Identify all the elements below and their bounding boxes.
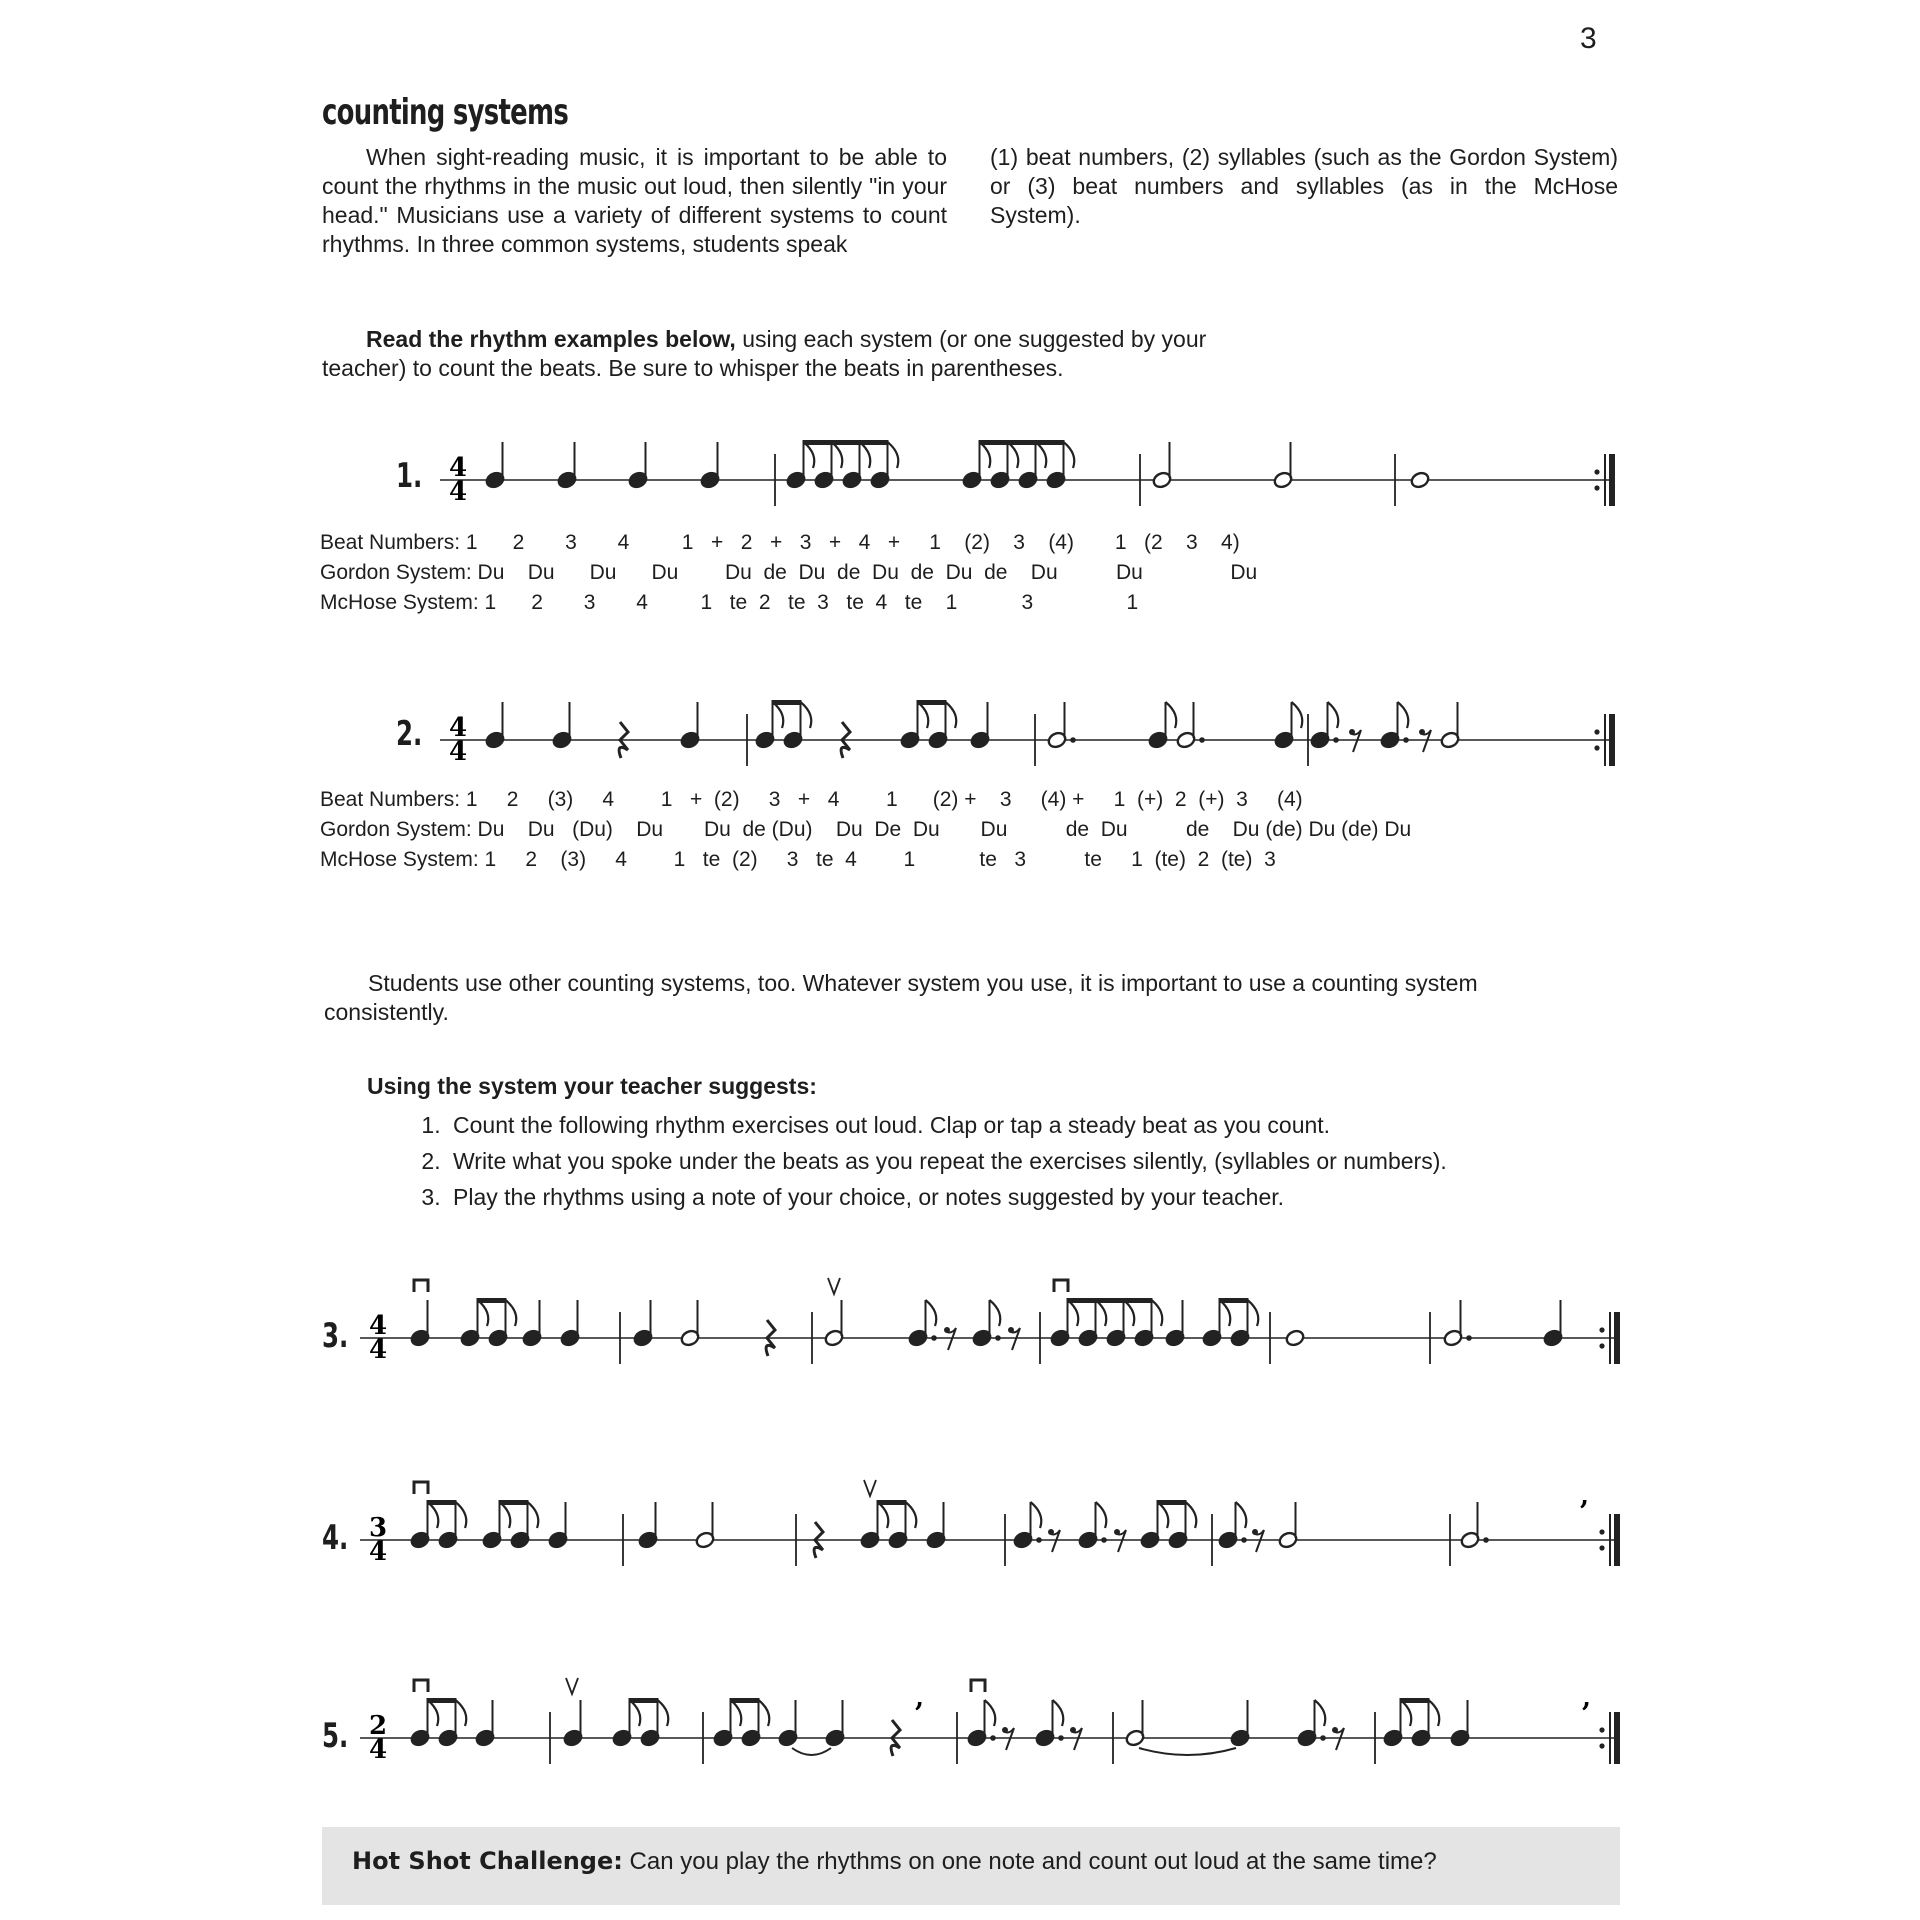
beam [427, 1500, 457, 1505]
intro-paragraph-left [322, 143, 947, 259]
example-5-number: 5. [322, 1716, 349, 1756]
intro-left-text: When sight-reading music, it is important to be able to count the rhythms in the music out loud, then silently "in your head." Musicians use a variety of different systems to count rhythms. In three common systems, students speak [322, 144, 947, 257]
dot [1483, 1537, 1489, 1543]
repeat-dot [1599, 1343, 1604, 1348]
whole-note [1410, 471, 1431, 490]
dot [1466, 1335, 1472, 1341]
eighth-flag [801, 702, 812, 728]
eighth-flag [1186, 1502, 1197, 1528]
step-item: 2. Write what you spoke under the beats as you repeat the exercises silently, (syllables or numbers). [447, 1143, 1567, 1179]
dot [1036, 1537, 1042, 1543]
rhythm-staff-2 [440, 690, 1630, 780]
repeat-dot [1599, 1529, 1604, 1534]
down-bow-mark [414, 1482, 428, 1494]
eighth-flag [1236, 1502, 1247, 1528]
eighth-flag [759, 1700, 770, 1726]
hot-shot-label: Hot Shot Challenge: [352, 1847, 623, 1875]
dot [1070, 737, 1076, 743]
down-bow-mark [971, 1680, 985, 1692]
dot [1333, 737, 1339, 743]
count-table-2 [320, 785, 1411, 875]
hot-shot-text: Can you play the rhythms on one note and count out loud at the same time? [629, 1848, 1437, 1875]
eighth-flag [980, 442, 991, 468]
repeat-dot [1599, 1727, 1604, 1732]
dot [990, 1735, 996, 1741]
eighth-flag [506, 1300, 517, 1326]
steps-list [367, 1107, 1567, 1215]
eighth-flag [1036, 442, 1047, 468]
eighth-flag [1064, 442, 1075, 468]
intro-paragraph-right: (1) beat numbers, (2) syllables (such as the Gordon System) or (3) beat numbers and syllables (as in the McHose System). [990, 144, 1618, 228]
beam [877, 1500, 907, 1505]
eighth-flag [1096, 1300, 1107, 1326]
eighth-flag [926, 1300, 937, 1326]
time-signature-bottom: 4 [368, 1735, 388, 1765]
eighth-flag [1166, 702, 1177, 728]
breath-mark: , [1580, 1481, 1590, 1511]
eighth-flag [1053, 1700, 1064, 1726]
beam [772, 700, 802, 705]
eighth-flag [985, 1700, 996, 1726]
beam [477, 1298, 507, 1303]
dot [1199, 737, 1205, 743]
instruction-bold: Read the rhythm examples below, [366, 326, 736, 352]
dot [931, 1335, 937, 1341]
breath-mark: , [1582, 1683, 1592, 1713]
beam [1400, 1698, 1430, 1703]
section-title: counting systems [322, 92, 569, 133]
example-4-number: 4. [322, 1518, 349, 1558]
eighth-flag [918, 702, 929, 728]
count-table-1 [320, 528, 1257, 618]
eighth-flag [1158, 1502, 1169, 1528]
dot [1101, 1537, 1107, 1543]
rhythm-staff-4 [360, 1472, 1630, 1582]
beam [917, 700, 947, 705]
eighth-flag [804, 442, 815, 468]
repeat-dot [1594, 485, 1599, 490]
eighth-flag [731, 1700, 742, 1726]
up-bow-mark [864, 1480, 876, 1496]
repeat-dot [1594, 469, 1599, 474]
tie [1139, 1748, 1236, 1755]
beam [629, 1698, 659, 1703]
eighth-flag [478, 1300, 489, 1326]
step-item: 3. Play the rhythms using a note of your choice, or notes suggested by your teacher. [447, 1179, 1567, 1215]
using-system-block [367, 1072, 1567, 1215]
rhythm-staff-5 [360, 1670, 1630, 1780]
beat-numbers-row-2: Beat Numbers: 1 2 (3) 4 1 + (2) 3 + 4 1 (2) + 3 (4) + 1 (+) 2 (+) 3 (4) [320, 788, 1303, 811]
using-heading: Using the system your teacher suggests: [367, 1073, 817, 1099]
down-bow-mark [414, 1680, 428, 1692]
up-bow-mark [566, 1678, 578, 1694]
eighth-flag [990, 1300, 1001, 1326]
beam [1219, 1298, 1249, 1303]
dot [1403, 737, 1409, 743]
time-signature-bottom: 4 [368, 1335, 388, 1365]
eighth-flag [456, 1502, 467, 1528]
example-3-number: 3. [322, 1316, 349, 1356]
time-signature-top: 4 [448, 713, 468, 743]
eighth-flag [1008, 442, 1019, 468]
eighth-flag [1315, 1700, 1326, 1726]
beam [730, 1698, 760, 1703]
up-bow-mark [828, 1278, 840, 1294]
eighth-flag [773, 702, 784, 728]
gordon-system-row-2: Gordon System: Du Du (Du) Du Du de (Du) Du De Du Du de Du de Du (de) Du (de) Du [320, 818, 1412, 841]
eighth-flag [888, 442, 899, 468]
step-item: 1. Count the following rhythm exercises out loud. Clap or tap a steady beat as you count. [447, 1107, 1567, 1143]
beat-numbers-row-1: Beat Numbers: 1 2 3 4 1 + 2 + 3 + 4 + 1 (2) 3 (4) 1 (2 3 4) [320, 531, 1240, 554]
instruction-rest: using each system (or one suggested by your teacher) to count the beats. Be sure to whisper the beats in parentheses. [322, 326, 1207, 381]
eighth-flag [1292, 702, 1303, 728]
eighth-flag [1031, 1502, 1042, 1528]
dot [1058, 1735, 1064, 1741]
consistency-text: Students use other counting systems, too. Whatever system you use, it is important to use a counting system consistently. [324, 970, 1478, 1025]
dot [995, 1335, 1001, 1341]
time-signature-top: 2 [368, 1711, 388, 1741]
hot-shot-challenge-box [322, 1827, 1620, 1905]
eighth-flag [906, 1502, 917, 1528]
time-signature-top: 4 [368, 1311, 388, 1341]
time-signature-bottom: 4 [448, 737, 468, 767]
beam [803, 440, 889, 445]
beam [427, 1698, 457, 1703]
eighth-flag [1398, 702, 1409, 728]
eighth-flag [878, 1502, 889, 1528]
dot [1241, 1537, 1247, 1543]
consistency-paragraph [324, 969, 1524, 1027]
eighth-flag [832, 442, 843, 468]
repeat-dot [1599, 1545, 1604, 1550]
eighth-flag [1124, 1300, 1135, 1326]
repeat-dot [1594, 745, 1599, 750]
eighth-flag [1328, 702, 1339, 728]
mchose-system-row-2: McHose System: 1 2 (3) 4 1 te (2) 3 te 4 1 te 3 te 1 (te) 2 (te) 3 [320, 848, 1276, 871]
tie [792, 1748, 831, 1755]
repeat-dot [1599, 1743, 1604, 1748]
eighth-flag [1248, 1300, 1259, 1326]
eighth-flag [1401, 1700, 1412, 1726]
whole-note [1285, 1329, 1306, 1348]
instruction-paragraph [322, 325, 1222, 383]
eighth-flag [630, 1700, 641, 1726]
rhythm-staff-1 [440, 430, 1630, 520]
beam [1157, 1500, 1187, 1505]
eighth-flag [1220, 1300, 1231, 1326]
eighth-flag [946, 702, 957, 728]
eighth-flag [500, 1502, 511, 1528]
eighth-flag [456, 1700, 467, 1726]
eighth-flag [1068, 1300, 1079, 1326]
repeat-dot [1599, 1327, 1604, 1332]
eighth-flag [428, 1700, 439, 1726]
beam [499, 1500, 529, 1505]
example-2-number: 2. [396, 714, 423, 754]
eighth-flag [860, 442, 871, 468]
eighth-flag [1429, 1700, 1440, 1726]
mchose-system-row-1: McHose System: 1 2 3 4 1 te 2 te 3 te 4 te 1 3 1 [320, 591, 1139, 614]
time-signature-top: 3 [368, 1513, 388, 1543]
breath-mark: , [915, 1683, 925, 1713]
time-signature-bottom: 4 [448, 477, 468, 507]
dot [1320, 1735, 1326, 1741]
beam [1067, 1298, 1153, 1303]
down-bow-mark [414, 1280, 428, 1292]
eighth-flag [428, 1502, 439, 1528]
eighth-flag [658, 1700, 669, 1726]
time-signature-top: 4 [448, 453, 468, 483]
time-signature-bottom: 4 [368, 1537, 388, 1567]
example-1-number: 1. [396, 456, 423, 496]
eighth-flag [1096, 1502, 1107, 1528]
beam [979, 440, 1065, 445]
gordon-system-row-1: Gordon System: Du Du Du Du Du de Du de Du de Du de Du Du Du [320, 561, 1258, 584]
page-number: 3 [1580, 22, 1597, 55]
eighth-flag [528, 1502, 539, 1528]
eighth-flag [1152, 1300, 1163, 1326]
rhythm-staff-3 [360, 1270, 1630, 1380]
down-bow-mark [1054, 1280, 1068, 1292]
repeat-dot [1594, 729, 1599, 734]
